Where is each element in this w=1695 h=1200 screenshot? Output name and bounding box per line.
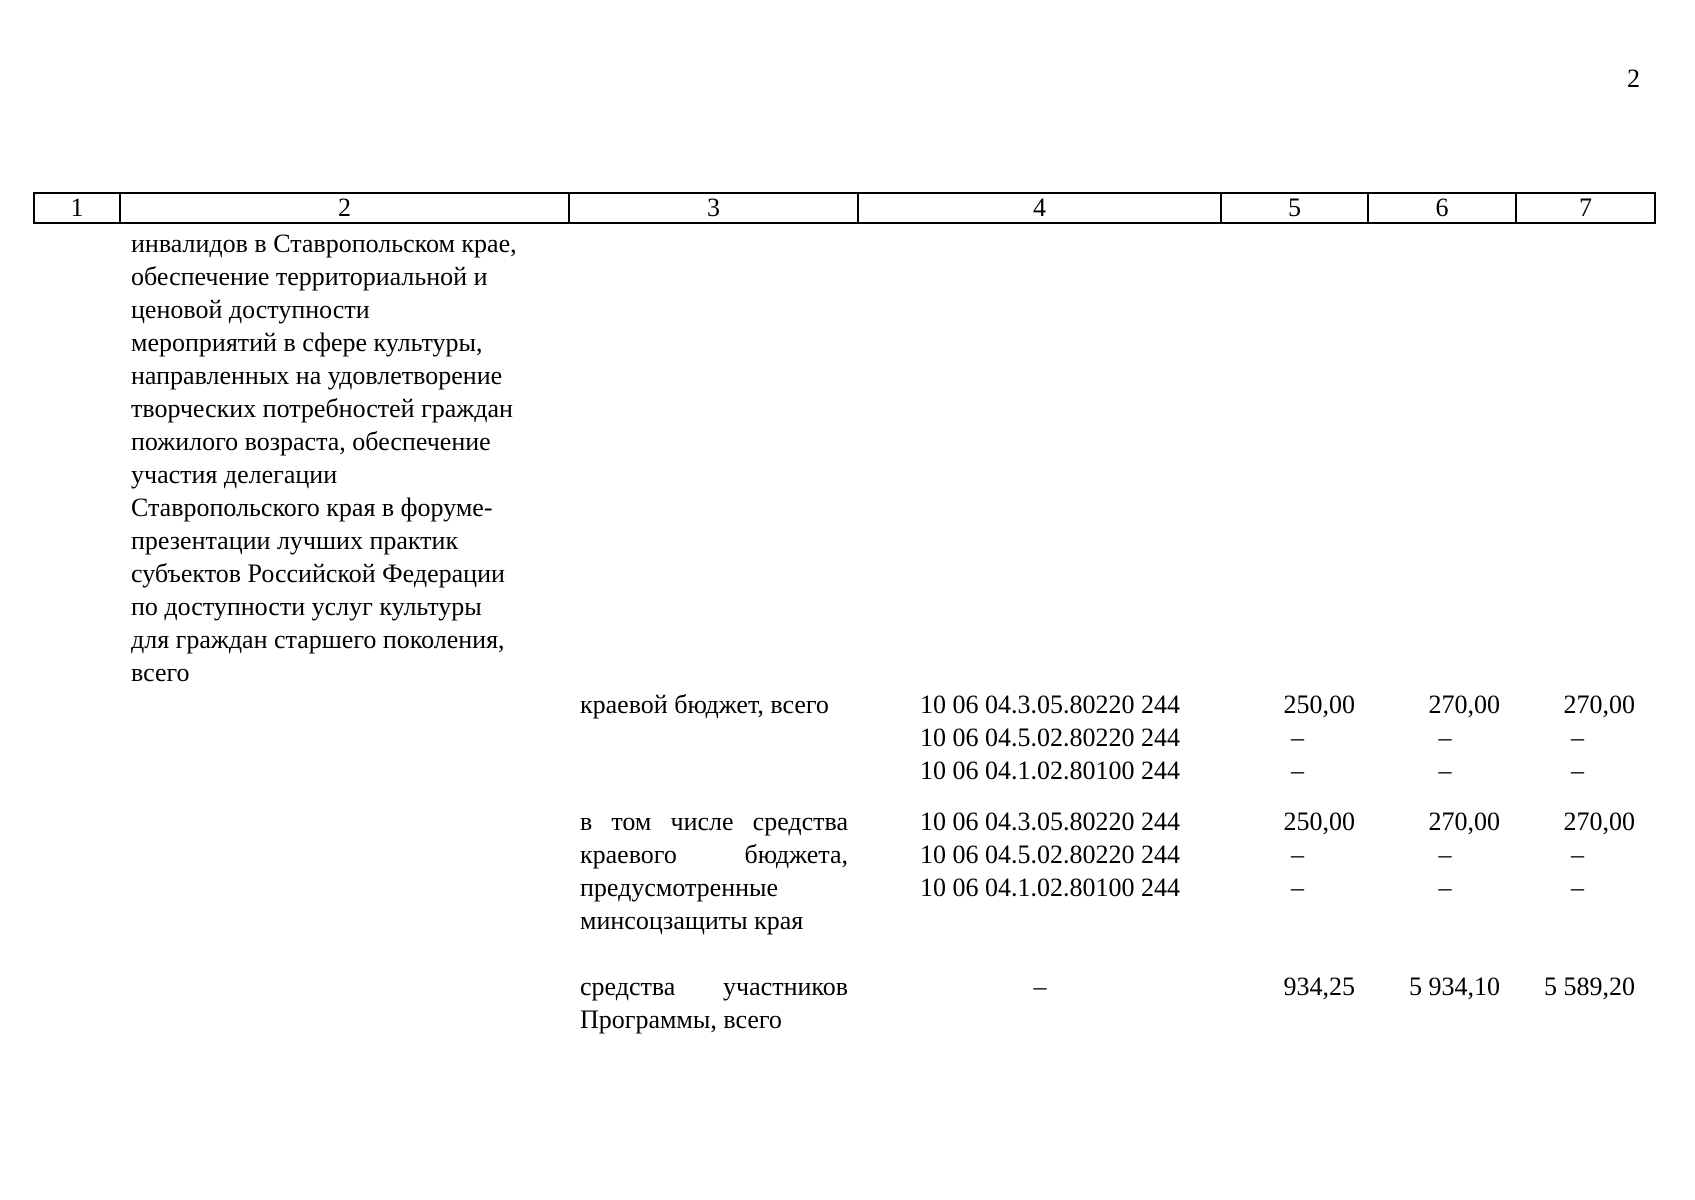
- amount: 250,00: [1283, 807, 1355, 836]
- budget-code: 10 06 04.1.02.80100 244: [920, 873, 1180, 902]
- header-col-4: 4: [859, 194, 1222, 222]
- description-line: обеспечение территориальной и: [131, 262, 488, 291]
- col7-values-regional: [1520, 688, 1635, 787]
- funding-label-regional-budget: краевой бюджет, всего: [580, 690, 829, 719]
- budget-code: –: [1033, 972, 1047, 1001]
- amount: –: [1438, 723, 1452, 752]
- col6-values-ministry: [1390, 805, 1500, 904]
- description-text: [131, 227, 556, 689]
- budget-codes-regional: [920, 688, 1220, 787]
- funding-label-participants: средства участников Программы, всего: [580, 972, 848, 1034]
- description-line: направленных на удовлетворение: [131, 361, 503, 390]
- header-col-2: 2: [121, 194, 570, 222]
- description-line: Ставропольского края в форуме-: [131, 493, 493, 522]
- header-col-5: 5: [1222, 194, 1369, 222]
- description-line: для граждан старшего поколения,: [131, 625, 505, 654]
- funding-label-ministry: в том числе средства краевого бюджета, предусмотренные минсоцзащиты края: [580, 807, 848, 935]
- amount: –: [1438, 840, 1452, 869]
- col6-values-regional: [1390, 688, 1500, 787]
- amount: 270,00: [1428, 807, 1500, 836]
- amount: 5 934,10: [1409, 972, 1500, 1001]
- amount: –: [1291, 723, 1304, 752]
- header-col-3: 3: [570, 194, 859, 222]
- amount: –: [1571, 756, 1584, 785]
- col7-values-participants: [1520, 970, 1635, 1003]
- budget-code: 10 06 04.5.02.80220 244: [920, 840, 1180, 869]
- budget-code: 10 06 04.3.05.80220 244: [920, 690, 1180, 719]
- description-line: участия делегации: [131, 460, 338, 489]
- description-line: инвалидов в Ставропольском крае,: [131, 229, 517, 258]
- header-col-7: 7: [1579, 193, 1592, 222]
- amount: –: [1438, 873, 1452, 902]
- col5-values-ministry: [1250, 805, 1355, 904]
- amount: –: [1291, 840, 1304, 869]
- header-col-1: 1: [35, 194, 121, 222]
- description-line: пожилого возраста, обеспечение: [131, 427, 491, 456]
- amount: –: [1291, 873, 1304, 902]
- amount: –: [1571, 840, 1584, 869]
- amount: –: [1291, 756, 1304, 785]
- amount: –: [1571, 723, 1584, 752]
- description-line: всего: [131, 658, 190, 687]
- amount: –: [1571, 873, 1584, 902]
- col7-values-ministry: [1520, 805, 1635, 904]
- description-line: творческих потребностей граждан: [131, 394, 513, 423]
- budget-codes-participants: [920, 970, 1160, 1003]
- description-line: презентации лучших практик: [131, 526, 459, 555]
- amount: 270,00: [1563, 807, 1635, 836]
- amount: 250,00: [1283, 690, 1355, 719]
- budget-code: 10 06 04.3.05.80220 244: [920, 807, 1180, 836]
- table-header-row: [33, 192, 1656, 224]
- budget-codes-ministry: [920, 805, 1220, 904]
- description-line: мероприятий в сфере культуры,: [131, 328, 483, 357]
- amount: 934,25: [1283, 972, 1355, 1001]
- budget-code: 10 06 04.1.02.80100 244: [920, 756, 1180, 785]
- amount: 5 589,20: [1544, 972, 1635, 1001]
- amount: 270,00: [1563, 690, 1635, 719]
- header-col-6: 6: [1369, 194, 1517, 222]
- col6-values-participants: [1390, 970, 1500, 1003]
- description-line: субъектов Российской Федерации: [131, 559, 505, 588]
- amount: –: [1438, 756, 1452, 785]
- description-line: ценовой доступности: [131, 295, 370, 324]
- page-number: 2: [1627, 64, 1640, 93]
- description-line: по доступности услуг культуры: [131, 592, 482, 621]
- col5-values-regional: [1250, 688, 1355, 787]
- amount: 270,00: [1428, 690, 1500, 719]
- col5-values-participants: [1250, 970, 1355, 1003]
- budget-code: 10 06 04.5.02.80220 244: [920, 723, 1180, 752]
